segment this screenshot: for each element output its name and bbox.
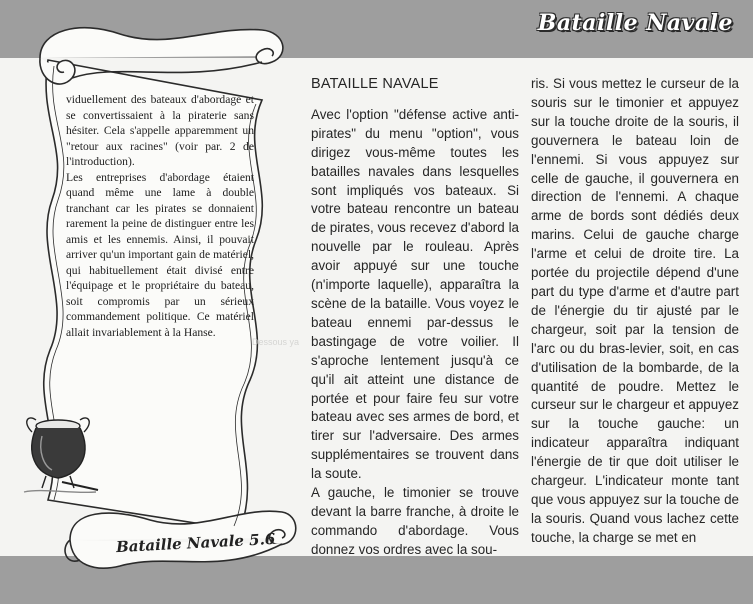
scroll-footer-page-label: Bataille Navale 5.6 bbox=[115, 529, 276, 557]
scroll-paragraph: viduellement des bateaux d'abordage et se convertissaient à la piraterie sans hésiter. Cela s'appelle apparemment un "retour aux racines" (voir par. 2 de l'introduction). bbox=[66, 93, 254, 168]
article-column-1 bbox=[311, 75, 519, 560]
scroll-text bbox=[66, 92, 254, 340]
article-paragraph: ris. Si vous mettez le curseur de la souris sur le timonier et appuyez sur la touche droite de la souris, il gouvernera le bateau loin de l'ennemi. Si vous appuyez sur celle de gauche, il gouvernera en direction de l'ennemi. A chaque arme de bords sont dédiés deux marins. Celui de gauche charge l'arme et celui de droite tire. La portée du projectile dépend d'une part du type d'arme et d'autre part de l'énergie du tir ajusté par le chargeur, soit par la tension de l'arc ou du bras-levier, soit, en cas d'utilisation de la bombarde, de la quantité de poudre. Mettez le curseur sur le chargeur et appuyez sur la touche gauche: un indicateur apparaîtra indiquant l'énergie de tir que doit utiliser le chargeur. L'indicateur monte tant que vous appuyez sur la touche de la souris. Quand vous lachez cette touche, la charge se met en bbox=[531, 76, 739, 545]
cauldron-illustration bbox=[22, 412, 100, 498]
article-paragraph: A gauche, le timonier se trouve devant la barre franche, à droite le commando d'abordage. Vous donnez vos ordres avec la sou- bbox=[311, 485, 519, 557]
page-header-title: Bataille Navale bbox=[537, 10, 733, 36]
article-title: BATAILLE NAVALE bbox=[311, 76, 439, 92]
article-column-2 bbox=[531, 75, 739, 548]
scroll-paragraph: Les entreprises d'abordage étaient quand même une lame à double tranchant car les pirates se donnaient rarement la peine de distinguer entre les amis et les ennemis. Ainsi, il pouvait arriver qu'un important gain de matériel, qui habituellement était divisé entre l'équipage et le propriétaire du bateau, soit compromis par un sérieux commandement politique. Ce matériel allait invariablement à la Hanse. bbox=[66, 170, 254, 339]
article-paragraph: Avec l'option "défense active anti-pirates" du menu "option", vous dirigez vous-même toutes les batailles navales dans lesquelles sont impliqués vos bateaux. Si votre bateau rencontre un bateau de pirates, vous recevez d'abord la nouvelle par le rouleau. Après avoir appuyé sur une touche (n'importe laquelle), apparaîtra la scène de la bataille. Vous voyez le bateau ennemi par-dessus le bastingage de votre voilier. Il s'aproche lentement jusqu'à ce qu'il ait atteint une distance de portée et pour faire feu sur votre bateau avec ses armes de bord, et tirer sur l'adversaire. Des armes supplémentaires se trouvent dans la soute. bbox=[311, 106, 519, 482]
ghost-heading: Dessous ya bbox=[252, 337, 300, 347]
